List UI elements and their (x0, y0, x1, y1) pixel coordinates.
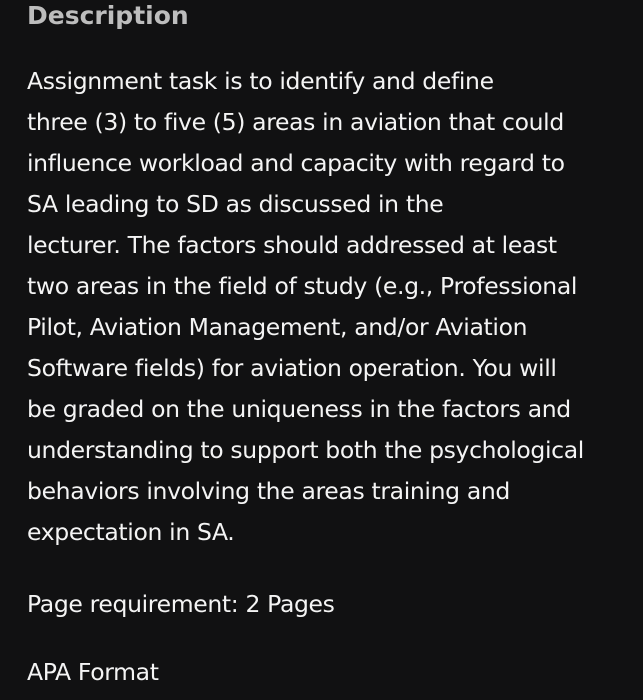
description-line: expectation in SA. (27, 518, 235, 546)
description-line: understanding to support both the psychological (27, 436, 584, 464)
description-line: behaviors involving the areas training and (27, 477, 510, 505)
description-line: be graded on the uniqueness in the factors and (27, 395, 571, 423)
description-line: lecturer. The factors should addressed at least (27, 231, 557, 259)
section-title: Description (27, 1, 189, 30)
format-requirement: APA Format (27, 658, 159, 686)
page-requirement: Page requirement: 2 Pages (27, 590, 335, 618)
description-line: influence workload and capacity with regard to (27, 149, 565, 177)
assignment-description (27, 61, 584, 553)
description-line: SA leading to SD as discussed in the (27, 190, 444, 218)
description-line: Assignment task is to identify and define (27, 67, 494, 95)
description-line: two areas in the field of study (e.g., Professional (27, 272, 578, 300)
description-line: Software fields) for aviation operation. You will (27, 354, 557, 382)
description-line: Pilot, Aviation Management, and/or Aviation (27, 313, 528, 341)
description-line: three (3) to five (5) areas in aviation that could (27, 108, 564, 136)
